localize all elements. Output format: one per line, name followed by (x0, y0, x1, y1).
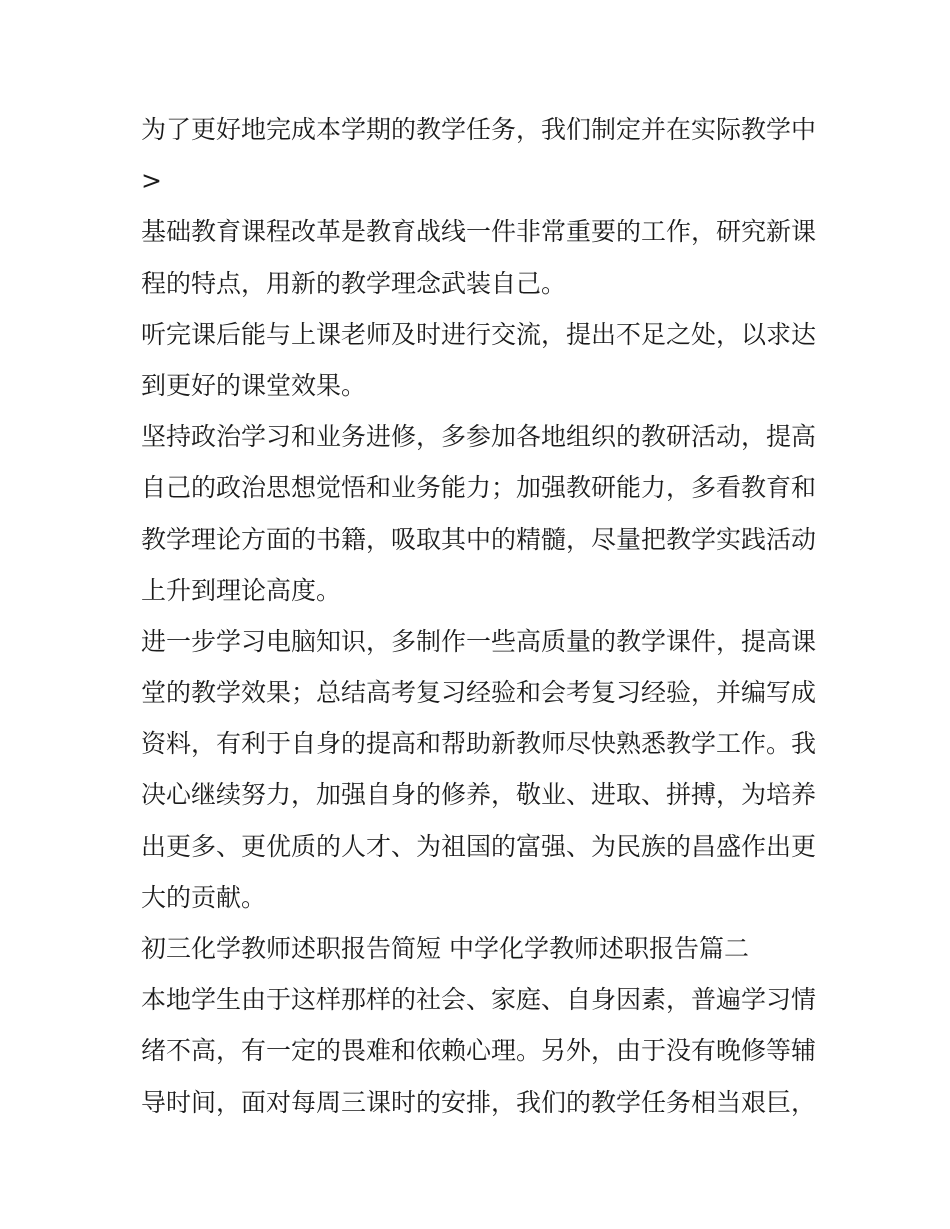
text-line: 为了更好地完成本学期的教学任务，我们制定并在实际教学中 (141, 115, 817, 144)
text-line: 听完课后能与上课老师及时进行交流，提出不足之处，以求达 (141, 319, 817, 349)
text-line: 出更多、更优质的人才、为祖国的富强、为民族的昌盛作出更 (141, 831, 817, 861)
text-line: 坚持政治学习和业务进修，多参加各地组织的教研活动，提高 (141, 422, 817, 452)
text-line: 自己的政治思想觉悟和业务能力；加强教研能力，多看教育和 (141, 473, 817, 503)
text-line: 教学理论方面的书籍，吸取其中的精髓，尽量把教学实践活动 (141, 524, 817, 554)
text-line: 堂的教学效果；总结高考复习经验和会考复习经验，并编写成 (141, 678, 817, 708)
text-line: 导时间，面对每周三课时的安排，我们的教学任务相当艰巨， (141, 1087, 817, 1117)
text-line: 大的贡献。 (141, 882, 267, 912)
text-line: 进一步学习电脑知识，多制作一些高质量的教学课件，提高课 (141, 626, 817, 656)
text-line: 程的特点，用新的教学理念武装自己。 (141, 268, 567, 298)
text-line: > (141, 166, 162, 196)
text-line: 绪不高，有一定的畏难和依赖心理。另外，由于没有晚修等辅 (141, 1036, 817, 1066)
section-heading: 初三化学教师述职报告简短 中学化学教师述职报告篇二 (141, 934, 749, 963)
text-line: 本地学生由于这样那样的社会、家庭、自身因素，普遍学习情 (141, 985, 817, 1015)
document-body (141, 104, 821, 1128)
text-line: 到更好的课堂效果。 (141, 370, 367, 400)
text-line: 基础教育课程改革是教育战线一件非常重要的工作，研究新课 (141, 217, 817, 247)
text-line: 决心继续努力，加强自身的修养，敬业、进取、拼搏，为培养 (141, 780, 817, 810)
text-line: 上升到理论高度。 (141, 575, 342, 605)
text-line: 资料，有利于自身的提高和帮助新教师尽快熟悉教学工作。我 (141, 729, 817, 759)
